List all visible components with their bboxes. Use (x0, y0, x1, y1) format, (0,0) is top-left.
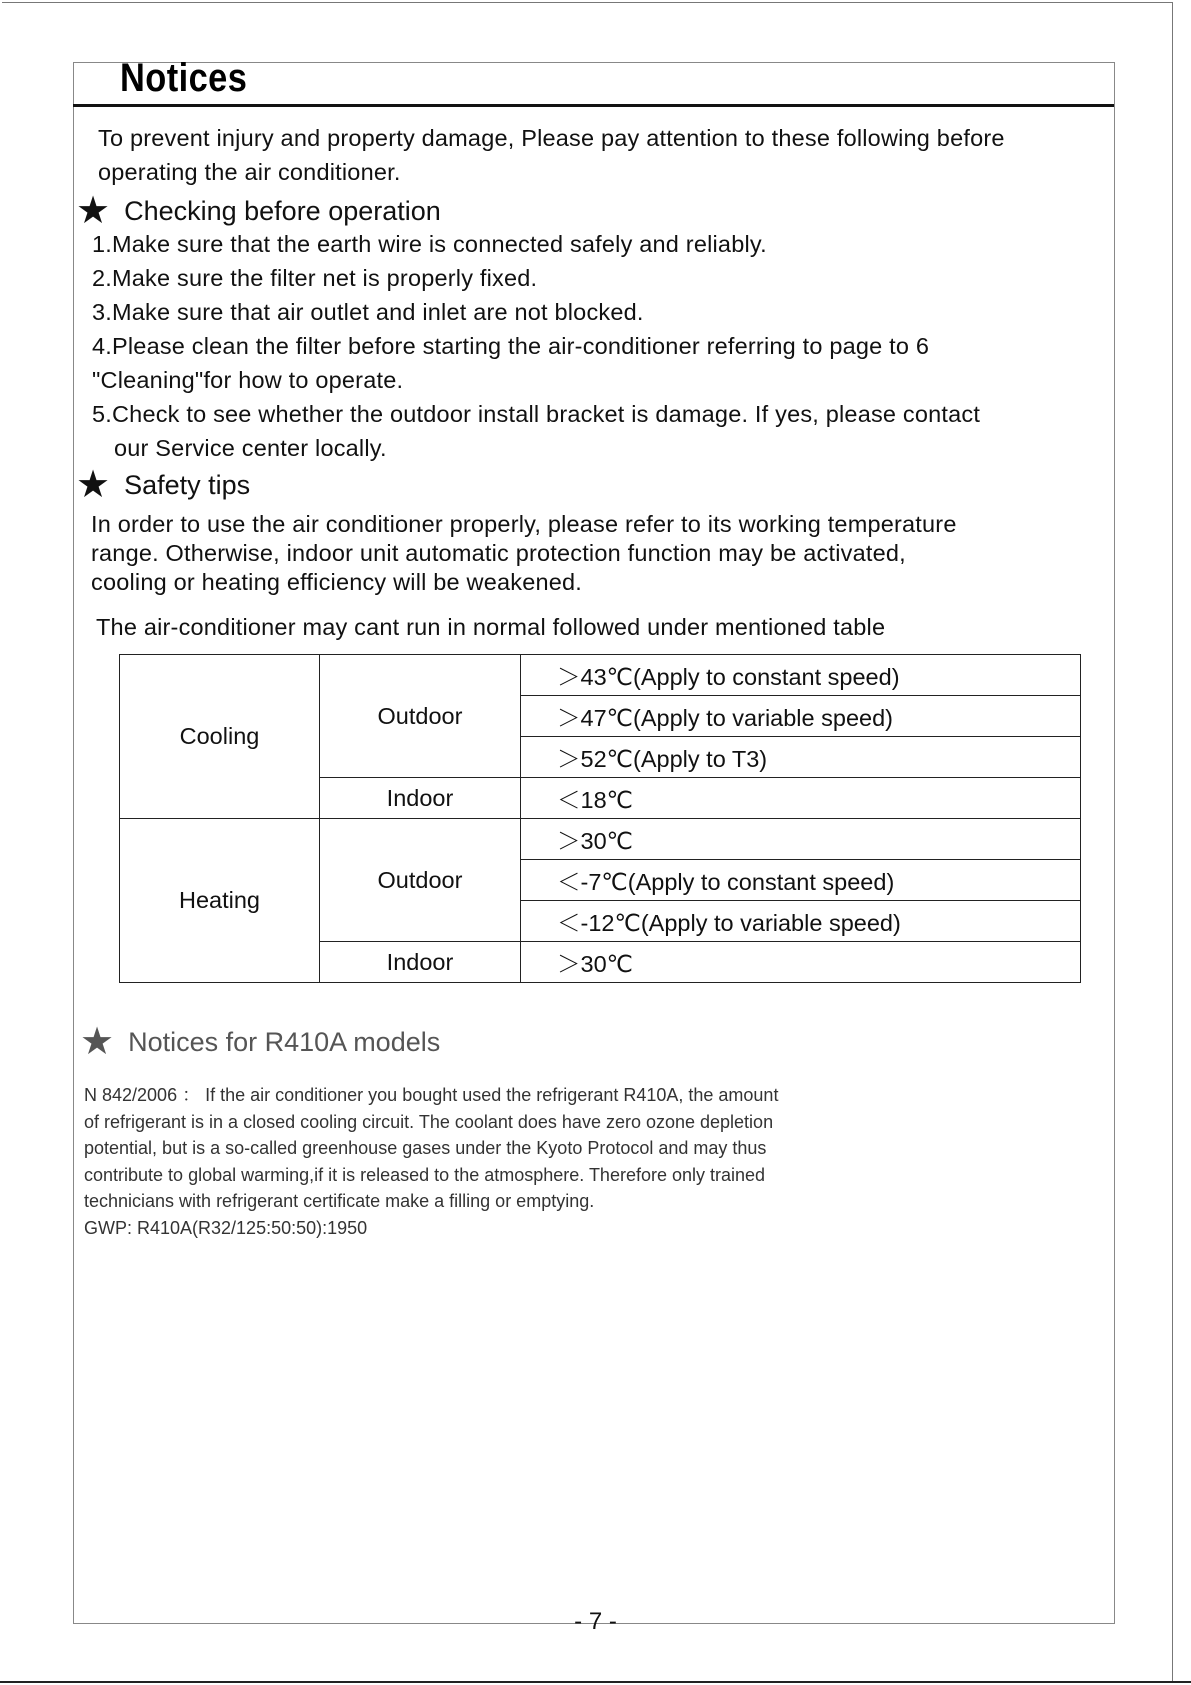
star-icon: ★ (76, 190, 111, 232)
safety-heading (76, 466, 250, 504)
r410a-line-3: potential, but is a so-called greenhouse gases under the Kyoto Protocol and may thus (84, 1138, 767, 1158)
page-number: - 7 - (574, 1608, 617, 1635)
page-title: Notices (120, 56, 248, 100)
intro-line-1: To prevent injury and property damage, Please pay attention to these following before (98, 125, 1005, 151)
location-indoor: Indoor (320, 778, 521, 819)
intro-line-2: operating the air conditioner. (98, 159, 401, 185)
r410a-line-4: contribute to global warming,if it is released to the atmosphere. Therefore only trained (84, 1164, 766, 1185)
table-row (120, 655, 1081, 696)
r410a-heading-label: Notices for R410A models (128, 1026, 441, 1057)
r410a-line-2: of refrigerant is in a closed cooling circuit. The coolant does have zero ozone depletion (84, 1111, 774, 1132)
star-icon: ★ (76, 464, 111, 506)
r410a-notice (84, 1082, 778, 1241)
safety-heading-label: Safety tips (124, 469, 251, 500)
title-underline (73, 104, 1114, 107)
safety-text (91, 510, 957, 597)
r410a-heading (80, 1023, 440, 1061)
check-item-1: 1.Make sure that the earth wire is connected safely and reliably. (92, 231, 767, 257)
condition-cell: ＜-12℃(Apply to variable speed) (521, 901, 1081, 942)
checking-heading (76, 192, 441, 230)
check-item-2: 2.Make sure the filter net is properly fixed. (92, 265, 538, 291)
condition-cell: ＜-7℃(Apply to constant speed) (521, 860, 1081, 901)
page-bottom-rule (0, 1681, 1191, 1683)
safety-line-1: In order to use the air conditioner properly, please refer to its working temperature (91, 511, 957, 537)
condition-cell: ＞30℃ (521, 942, 1081, 983)
condition-cell: ＞47℃(Apply to variable speed) (521, 696, 1081, 737)
location-outdoor: Outdoor (320, 819, 521, 942)
checking-heading-label: Checking before operation (124, 195, 441, 226)
intro-text (98, 121, 1005, 189)
check-item-4: 4.Please clean the filter before starting the air-conditioner referring to page to 6 (92, 333, 930, 359)
condition-cell: ＞52℃(Apply to T3) (521, 737, 1081, 778)
checking-list (92, 227, 980, 465)
table-row (120, 819, 1081, 860)
temperature-table (119, 654, 1081, 983)
condition-cell: ＞43℃(Apply to constant speed) (521, 655, 1081, 696)
check-item-3: 3.Make sure that air outlet and inlet are not blocked. (92, 299, 644, 325)
location-indoor: Indoor (320, 942, 521, 983)
star-icon: ★ (80, 1021, 115, 1063)
mode-cooling: Cooling (120, 655, 320, 819)
check-item-4-continued: "Cleaning"for how to operate. (92, 367, 404, 393)
safety-line-2: range. Otherwise, indoor unit automatic protection function may be activated, (91, 540, 906, 566)
safety-line-3: cooling or heating efficiency will be weakened. (91, 569, 583, 595)
r410a-line-1: N 842/2006 ： If the air conditioner you bought used the refrigerant R410A, the amount (84, 1085, 779, 1105)
location-outdoor: Outdoor (320, 655, 521, 778)
check-item-5: 5.Check to see whether the outdoor install bracket is damage. If yes, please contact (92, 401, 981, 427)
table-intro: The air-conditioner may cant run in normal followed under mentioned table (96, 614, 886, 640)
r410a-line-5: technicians with refrigerant certificate make a filling or emptying. (84, 1191, 595, 1211)
check-item-5-continued: our Service center locally. (114, 435, 387, 461)
r410a-line-6: GWP: R410A(R32/125:50:50):1950 (84, 1217, 368, 1238)
condition-cell: ＞30℃ (521, 819, 1081, 860)
condition-cell: ＜18℃ (521, 778, 1081, 819)
mode-heating: Heating (120, 819, 320, 983)
